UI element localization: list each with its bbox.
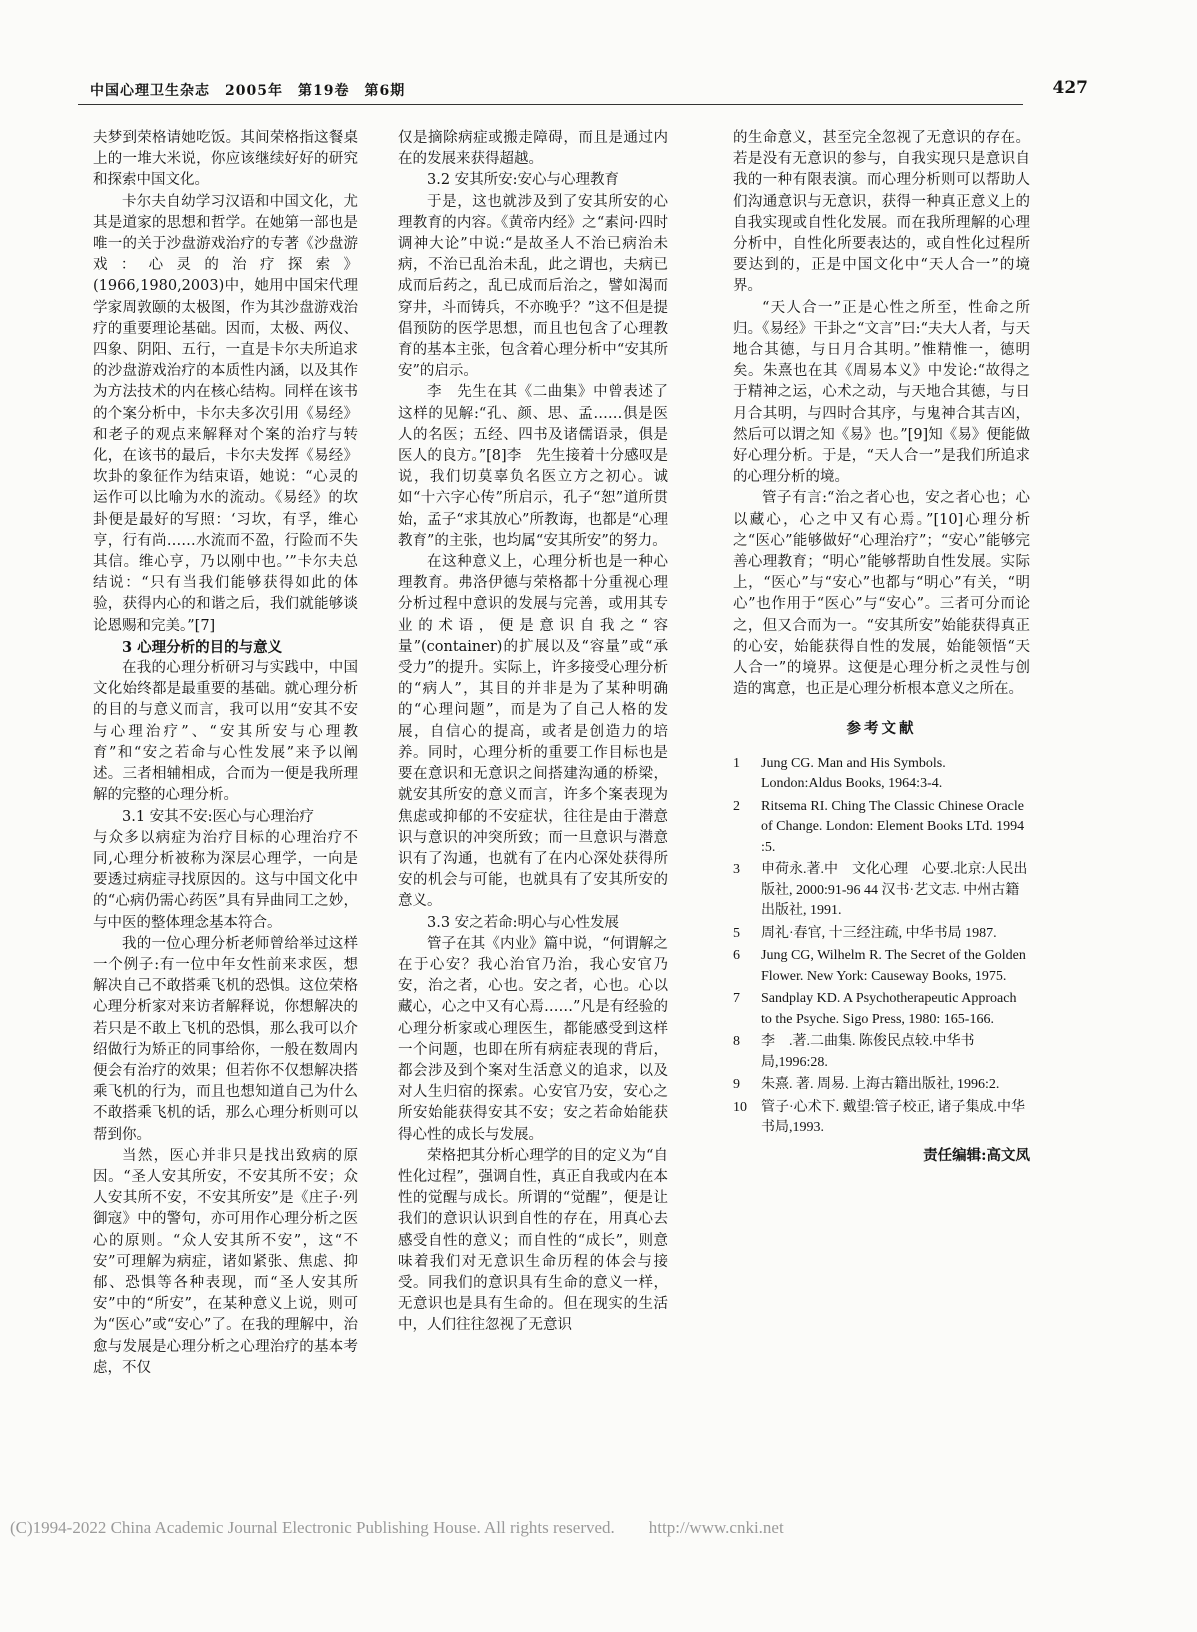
page-number: 427 (1052, 78, 1088, 98)
paragraph: 的生命意义，甚至完全忽视了无意识的存在。若是没有无意识的参与，自我实现只是意识自我的一种有限表演。而心理分析则可以帮助人们沟通意识与无意识，获得一种真正意义上的自我实现或自性化发展。而在我所理解的心理分析中，自性化所要表达的，或自性化过程所要达到的，正是中国文化中“天人合一”的境界。 (733, 130, 1030, 295)
reference-number: 7 (733, 991, 740, 1007)
column-2 (398, 128, 668, 1337)
reference-text: 朱熹. 著. 周易. 上海古籍出版社, 1996:2. (761, 1077, 1000, 1093)
paragraph: 李 先生在其《二曲集》中曾表述了这样的见解:“孔、颜、思、孟……俱是医人的名医；五经、四书及诸儒语录，俱是医人的良方。”[8]李 先生接着十分感叹是说，我们切莫辜负名医立方之初心。诚如“十六字心传”所启示，孔子“恕”道所贯始，孟子“求其放心”所教诲，也都是“心理教育”的主张，也均属“安其所安”的努力。 (398, 384, 668, 549)
page-header (70, 78, 1100, 104)
subsection-heading-3-2: 3.2 安其所安:安心与心理教育 (427, 172, 620, 189)
reference-text: Jung CG. Man and His Symbols. London:Aldus Books, 1964:3-4. (761, 755, 946, 792)
paragraph: 管子在其《内业》篇中说，“何谓解之在于心安？我心治官乃治，我心安官乃安，治之者，心也。安之者，心也。心以藏心，心之中又有心焉……”凡是有经验的心理分析家或心理医生，都能感受到这样一个问题，也即在所有病症表现的背后，都会涉及到个案对生活意义的追求，以及对人生归宿的探索。心安官乃安，安心之所安始能获得安其不安；安之若命始能获得心性的成长与发展。 (398, 935, 668, 1143)
reference-item (733, 1032, 1030, 1073)
reference-number: 9 (733, 1077, 740, 1093)
reference-text: 李 .著.二曲集. 陈俊民点较.中华书局,1996:28. (761, 1034, 975, 1070)
reference-text: 申荷永.著.中 文化心理 心要.北京:人民出版社, 2000:91-96 44 汉书·艺文志. 中州古籍出版社, 1991. (761, 862, 1028, 919)
reference-item (733, 989, 1030, 1030)
reference-number: 5 (733, 925, 740, 941)
paragraph: 管子有言:“治之者心也，安之者心也；心以藏心，心之中又有心焉。”[10]心理分析之“医心”能够做好“心理治疗”；“安心”能够完善心理教育；“明心”能够帮助自性发展。实际上，“医心”与“安心”也都与“明心”有关，“明心”也作用于“医心”与“安心”。三者可分而论之，但又合而为一。“安其所安”始能获得真正的心安，始能获得自性的发展，始能领悟“天人合一”的境界。这便是心理分析之灵性与创造的寓意，也正是心理分析根本意义之所在。 (733, 490, 1030, 698)
reference-text: Sandplay KD. A Psychotherapeutic Approach to the Psyche. Sigo Press, 1980: 165-166. (761, 991, 1017, 1027)
paragraph: 当然，医心并非只是找出致病的原因。“圣人安其所安，不安其所不安；众人安其所不安，不安其所安”是《庄子·列御寇》中的警句，亦可用作心理分析之医心的原则。“众人安其所不安”，这“不安”可理解为病症，诸如紧张、焦虑、抑郁、恐惧等各种表现，而“圣人安其所安”中的“所安”，在某种意义上说，则可为“医心”或“安心”了。在我的理解中，治愈与发展是心理分析之心理治疗的基本考虑，不仅 (93, 1147, 358, 1376)
paragraph: 于是，这也就涉及到了安其所安的心理教育的内容。《黄帝内经》之“素问·四时调神大论”中说:“是故圣人不治已病治未病，不治已乱治未乱，此之谓也，夫病已成而后药之，乱已成而后治之，譬如渴而穿井，斗而铸兵，不亦晚乎？”这不但是提倡预防的医学思想，而且也包含了心理教育的基本主张，包含着心理分析中“安其所安”的启示。 (398, 193, 668, 380)
paragraph: “天人合一”正是心性之所至，性命之所归。《易经》干卦之“文言”曰:“夫大人者，与天地合其德，与日月合其明。”惟精惟一，德明矣。朱熹也在其《周易本义》中发论:“故得之于精神之运，心术之动，与天地合其德，与日月合其明，与四时合其序，与鬼神合其吉凶，然后可以谓之知《易》也。”[9]知《易》便能做好心理分析。于是，“天人合一”是我们所追求的心理分析的境。 (733, 299, 1030, 486)
paragraph: 荣格把其分析心理学的目的定义为“自性化过程”，强调自性，真正自我或内在本性的觉醒与成长。所谓的“觉醒”，便是让我们的意识认识到自性的存在，用真心去感受自性的意义；而自性的“成长”，则意味着我们对无意识生命历程的体会与接受。同我们的意识具有生命的意义一样，无意识也是具有生命的。但在现实的生活中，人们往往忽视了无意识 (398, 1147, 668, 1334)
reference-text: 周礼·春官, 十三经注疏, 中华书局 1987. (761, 925, 997, 941)
reference-number: 1 (733, 755, 740, 771)
reference-text: Jung CG, Wilhelm R. The Secret of the Golden Flower. New York: Causeway Books, 1975. (761, 948, 1026, 984)
responsible-editor: 责任编辑:高文凤 (923, 1146, 1030, 1164)
reference-item (733, 1098, 1030, 1139)
subsection-heading-3-1: 3.1 安其不安:医心与心理治疗 (122, 808, 315, 825)
section-heading-3: 3 心理分析的目的与意义 (122, 638, 283, 656)
reference-number: 3 (733, 862, 740, 878)
reference-item (733, 860, 1030, 922)
copyright-footer: (C)1994-2022 China Academic Journal Electronic Publishing House. All rights reserved. http://www.cnki.net (10, 1518, 784, 1537)
reference-item (733, 1075, 1030, 1096)
reference-list (733, 754, 1030, 1139)
paragraph: 卡尔夫自幼学习汉语和中国文化，尤其是道家的思想和哲学。在她第一部也是唯一的关于沙盘游戏治疗的专著《沙盘游戏：心灵的治疗探索》(1966,1980,2003)中，她用中国宋代理学家周敦颐的太极图，作为其沙盘游戏治疗的重要理论基础。因而，太极、两仪、四象、阴阳、五行，一直是卡尔夫所追求的沙盘游戏治疗的本质性内涵，以及其作为方法技术的内在核心结构。同样在该书的个案分析中，卡尔夫多次引用《易经》和老子的观点来解释对个案的治疗与转化，在该书的最后，卡尔夫发挥《易经》坎卦的象征作为结束语，她说：“心灵的运作可以比喻为水的流动。《易经》的坎卦便是最好的写照：‘习坎，有孚，维心亨，行有尚……水流而不盈，行险而不失其信。维心亨，乃以刚中也。’”卡尔夫总结说：“只有当我们能够获得如此的体验，获得内心的和谐之后，我们就能够谈论恩赐和完美。”[7] (93, 193, 358, 634)
reference-number: 6 (733, 948, 740, 964)
paragraph: 在我的心理分析研习与实践中，中国文化始终都是最重要的基础。就心理分析的目的与意义而言，我可以用“安其不安与心理治疗”、“安其所安与心理教育”和“安之若命与心性发展”来予以阐述。三者相辅相成，合而为一便是我所理解的完整的心理分析。 (93, 660, 358, 804)
reference-number: 2 (733, 798, 740, 814)
paragraph: 夫梦到荣格请她吃饭。其间荣格指这餐桌上的一堆大米说，你应该继续好好的研究和探索中国文化。 (93, 130, 358, 189)
reference-item (733, 754, 1030, 795)
reference-item (733, 946, 1030, 987)
reference-item (733, 797, 1030, 859)
header-rule (78, 104, 1023, 105)
references-title: 参考文献 (846, 720, 917, 738)
reference-text: Ritsema RI. Ching The Classic Chinese Oracle of Change. London: Element Books LTd. 1994 :5. (761, 798, 1025, 855)
reference-number: 8 (733, 1034, 740, 1050)
paragraph: 与众多以病症为治疗目标的心理治疗不同,心理分析被称为深层心理学，一向是要透过病症寻找原因的。这与中国文化中的“心病仍需心药医”具有异曲同工之妙，与中医的整体理念基本符合。 (93, 829, 358, 931)
reference-item (733, 924, 1030, 945)
reference-text: 管子·心术下. 戴望:管子校正, 诸子集成.中华书局,1993. (761, 1099, 1026, 1136)
reference-number: 10 (733, 1099, 747, 1115)
paragraph: 仅是摘除病症或搬走障碍，而且是通过内在的发展来获得超越。 (398, 130, 668, 168)
column-1 (93, 128, 358, 1379)
journal-info: 中国心理卫生杂志 2005年 第19卷 第6期 (90, 83, 406, 99)
paragraph: 在这种意义上，心理分析也是一种心理教育。弗洛伊德与荣格都十分重视心理分析过程中意识的发展与完善，或用其专业的术语，便是意识自我之“容量”(container)的扩展以及“容量”或“承受力”的提升。实际上，许多接受心理分析的“病人”，其目的并非是为了某种明确的“心理问题”，而是为了自己人格的发展，自信心的提高，或者是创造力的培养。同时，心理分析的重要工作目标也是要在意识和无意识之间搭建沟通的桥梁，就安其所安的意义而言，许多个案表现为焦虑或抑郁的不安症状，往往是由于潜意识与意识的冲突所致；而一旦意识与潜意识有了沟通，也就有了在内心深处获得所安的机会与可能，也就具有了安其所安的意义。 (398, 554, 668, 910)
paragraph: 我的一位心理分析老师曾给举过这样一个例子:有一位中年女性前来求医，想解决自己不敢搭乘飞机的恐惧。这位荣格心理分析家对来访者解释说，你想解决的若只是不敢上飞机的恐惧，那么我可以介绍做行为矫正的同事给你，一般在数周内便会有治疗的效果；但若你不仅想解决搭乘飞机的行为，而且也想知道自己为什么不敢搭乘飞机的话，那么心理分析则可以帮到你。 (93, 935, 358, 1143)
subsection-heading-3-3: 3.3 安之若命:明心与心性发展 (427, 914, 620, 931)
column-3 (733, 128, 1030, 1166)
